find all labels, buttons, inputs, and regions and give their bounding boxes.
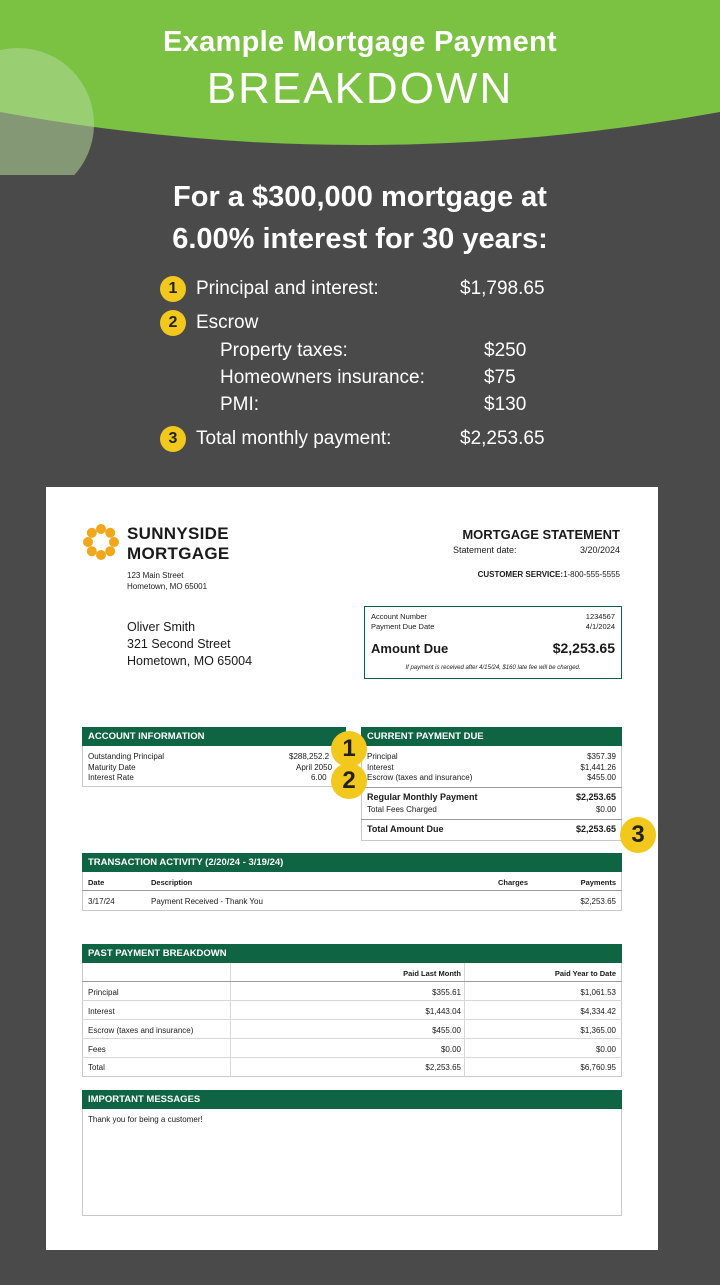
escrow-label: Escrow — [196, 312, 259, 333]
past-row-ytd: $1,061.53 — [580, 988, 616, 997]
total-monthly-value: $2,253.65 — [460, 428, 545, 449]
total-monthly-label: Total monthly payment: — [196, 428, 392, 449]
number-badge-2: 2 — [160, 310, 186, 336]
property-taxes-label: Property taxes: — [220, 340, 348, 361]
brand-name — [127, 524, 230, 564]
past-row-ytd: $1,365.00 — [580, 1026, 616, 1035]
divider — [82, 1057, 622, 1058]
maturity-date-label: Maturity Date — [88, 763, 136, 772]
divider — [82, 981, 622, 982]
amount-due: $2,253.65 — [552, 640, 615, 656]
regular-payment-label: Regular Monthly Payment — [367, 792, 478, 802]
col-paid-ytd: Paid Year to Date — [554, 969, 616, 978]
mortgage-statement — [46, 487, 658, 1250]
col-date: Date — [88, 878, 105, 887]
brand-line-2: MORTGAGE — [127, 544, 230, 563]
divider — [82, 890, 622, 891]
current-interest-label: Interest — [367, 763, 394, 772]
statement-date: 3/20/2024 — [579, 545, 620, 555]
homeowners-insurance-value: $75 — [484, 367, 516, 388]
callout-badge-3: 3 — [620, 817, 656, 853]
past-row-last-month: $0.00 — [440, 1045, 461, 1054]
interest-rate-label: Interest Rate — [88, 773, 134, 782]
customer-service-phone: 1-800-555-5555 — [563, 570, 620, 579]
recipient-city: Hometown, MO 65004 — [127, 654, 253, 668]
past-row-last-month: $1,443.04 — [425, 1007, 461, 1016]
col-charges: Charges — [498, 878, 529, 887]
callout-badge-2: 2 — [331, 763, 367, 799]
regular-payment-value: $2,253.65 — [575, 792, 616, 802]
divider — [82, 1000, 622, 1001]
fees-charged-value: $0.00 — [595, 805, 616, 814]
past-breakdown-heading: PAST PAYMENT BREAKDOWN — [82, 944, 622, 963]
past-row-last-month: $455.00 — [432, 1026, 461, 1035]
statement-title: MORTGAGE STATEMENT — [462, 527, 620, 542]
transaction-description: Payment Received - Thank You — [151, 897, 263, 906]
transaction-payment: $2,253.65 — [580, 897, 616, 906]
past-row-ytd: $6,760.95 — [580, 1063, 616, 1072]
fees-charged-label: Total Fees Charged — [367, 805, 437, 814]
intro-line-2: 6.00% interest for 30 years: — [172, 223, 548, 255]
brand-line-1: SUNNYSIDE — [127, 524, 229, 543]
account-number: 1234567 — [585, 612, 615, 621]
past-row-ytd: $4,334.42 — [580, 1007, 616, 1016]
account-number-label: Account Number — [371, 612, 427, 621]
current-payment-heading: CURRENT PAYMENT DUE — [361, 727, 622, 746]
divider — [361, 787, 622, 788]
col-paid-last-month: Paid Last Month — [403, 969, 461, 978]
transaction-date: 3/17/24 — [88, 897, 115, 906]
due-date: 4/1/2024 — [585, 622, 615, 631]
important-messages-heading: IMPORTANT MESSAGES — [82, 1090, 622, 1109]
current-interest-value: $1,441.26 — [580, 763, 616, 772]
due-date-label: Payment Due Date — [371, 622, 435, 631]
callout-badge-1: 1 — [331, 731, 367, 767]
intro-line-1: For a $300,000 mortgage at — [173, 181, 547, 213]
divider — [361, 819, 622, 820]
maturity-date-value: April 2050 — [296, 763, 333, 772]
amount-due-box — [364, 606, 622, 679]
current-principal-value: $357.39 — [587, 752, 616, 761]
number-badge-1: 1 — [160, 276, 186, 302]
property-taxes-value: $250 — [484, 340, 527, 361]
past-row-last-month: $355.61 — [432, 988, 461, 997]
payment-breakdown-list — [0, 0, 720, 470]
recipient-address — [127, 619, 252, 670]
total-amount-due-value: $2,253.65 — [575, 824, 616, 834]
past-row-label: Total — [88, 1063, 105, 1072]
statement-date-label: Statement date: — [453, 545, 517, 555]
past-row-label: Interest — [88, 1007, 115, 1016]
amount-due-label: Amount Due — [371, 641, 449, 656]
pmi-label: PMI: — [220, 394, 260, 415]
interest-rate-value: 6.00 — [311, 773, 327, 782]
homeowners-insurance-label: Homeowners insurance: — [220, 367, 425, 388]
header-subtitle: BREAKDOWN — [206, 64, 514, 113]
outstanding-principal-value: $288,252.2 — [289, 752, 330, 761]
recipient-street: 321 Second Street — [127, 637, 231, 651]
header-title: Example Mortgage Payment — [163, 26, 557, 58]
past-row-ytd: $0.00 — [595, 1045, 616, 1054]
principal-interest-label: Principal and interest: — [196, 278, 379, 299]
past-row-label: Principal — [88, 988, 119, 997]
principal-interest-value: $1,798.65 — [460, 278, 545, 299]
brand-address-street: 123 Main Street — [127, 571, 184, 580]
transaction-activity-heading: TRANSACTION ACTIVITY (2/20/24 - 3/19/24) — [82, 853, 622, 872]
pmi-value: $130 — [484, 394, 527, 415]
current-principal-label: Principal — [367, 752, 398, 761]
outstanding-principal-label: Outstanding Principal — [88, 752, 165, 761]
col-payments: Payments — [580, 878, 616, 887]
important-message-text: Thank you for being a customer! — [88, 1115, 203, 1124]
brand-address — [127, 570, 207, 592]
account-info-heading: ACCOUNT INFORMATION — [82, 727, 346, 746]
total-amount-due-label: Total Amount Due — [367, 824, 444, 834]
customer-service — [478, 570, 620, 579]
late-fee-note: If payment is received after 4/15/24, $160 late fee will be charged. — [405, 665, 581, 671]
col-description: Description — [151, 878, 193, 887]
divider — [82, 1019, 622, 1020]
past-row-last-month: $2,253.65 — [425, 1063, 461, 1072]
number-badge-3: 3 — [160, 426, 186, 452]
current-escrow-value: $455.00 — [587, 773, 616, 782]
past-row-label: Escrow (taxes and insurance) — [88, 1026, 194, 1035]
divider — [82, 1038, 622, 1039]
customer-service-label: CUSTOMER SERVICE: — [477, 570, 564, 579]
recipient-name: Oliver Smith — [127, 620, 196, 634]
current-escrow-label: Escrow (taxes and insurance) — [367, 773, 473, 782]
sun-logo-icon — [82, 523, 120, 561]
brand-address-city: Hometown, MO 65001 — [127, 582, 208, 591]
past-row-label: Fees — [88, 1045, 106, 1054]
